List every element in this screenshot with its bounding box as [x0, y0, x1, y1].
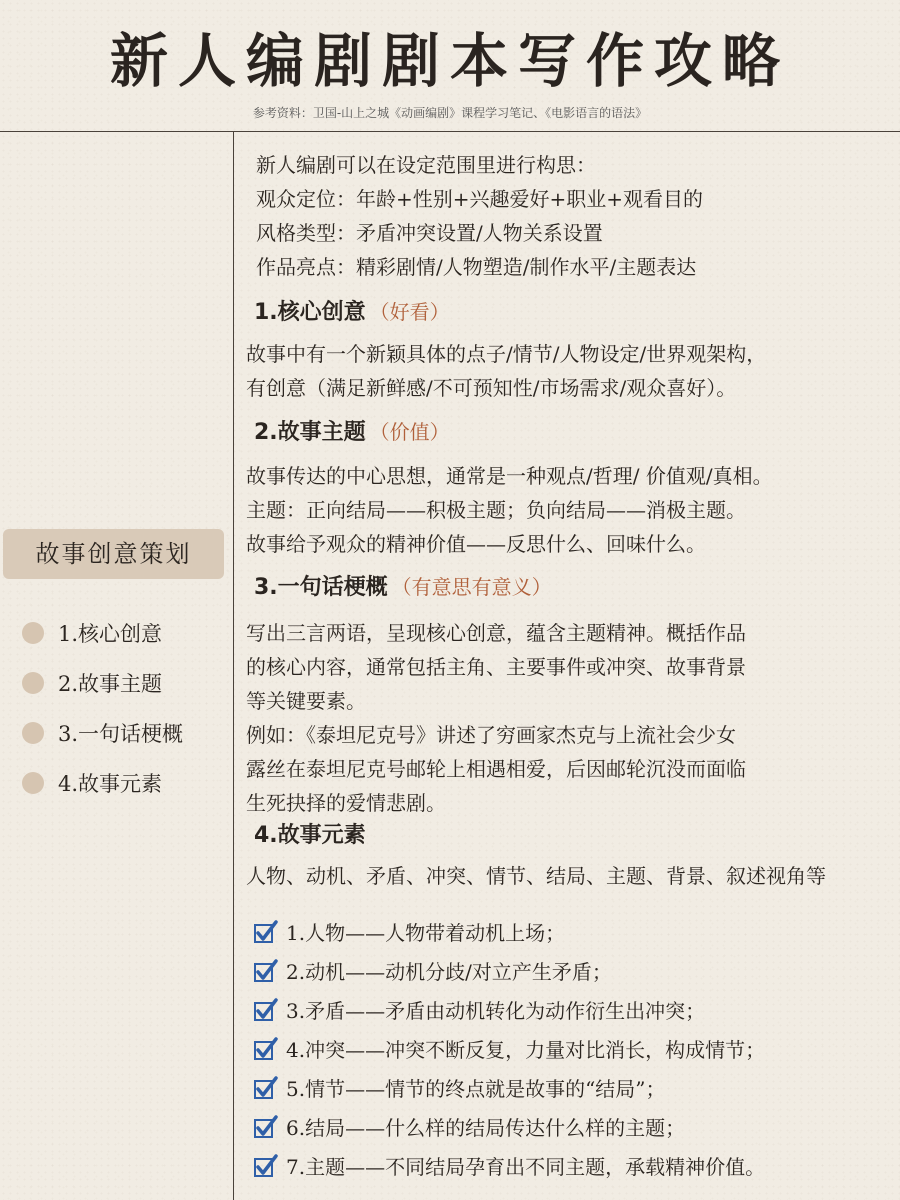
- checkbox-checked-icon: [254, 1115, 278, 1139]
- header-divider: [0, 131, 900, 132]
- checklist-item: [254, 912, 765, 951]
- bullet-dot-icon: [22, 622, 44, 644]
- checklist-label: 4.冲突——冲突不断反复，力量对比消长，构成情节；: [286, 1038, 766, 1062]
- section-heading-note: （有意思有意义）: [391, 575, 552, 599]
- checklist-label: 3.矛盾——矛盾由动机转化为动作衍生出冲突；: [286, 999, 706, 1023]
- checklist-label: 2.动机——动机分歧/对立产生矛盾；: [286, 960, 612, 984]
- body-line: 的核心内容，通常包括主角、主要事件或冲突、故事背景: [246, 655, 746, 679]
- section-heading-text: 2.故事主题: [254, 420, 366, 445]
- body-line: 等关键要素。: [246, 689, 366, 713]
- checklist-item: [254, 1107, 765, 1146]
- body-line: 主题：正向结局——积极主题；负向结局——消极主题。: [246, 498, 746, 522]
- sidebar-item-logline: [22, 708, 183, 758]
- sidebar-list: [22, 608, 183, 808]
- intro-line: 风格类型：矛盾冲突设置/人物关系设置: [256, 221, 603, 245]
- intro-line: 作品亮点：精彩剧情/人物塑造/制作水平/主题表达: [256, 255, 697, 279]
- sidebar-title-box: 故事创意策划: [3, 529, 224, 579]
- sidebar-item-elements: [22, 758, 183, 808]
- sidebar-item-label: 2.故事主题: [58, 672, 163, 696]
- checklist-item: [254, 1146, 765, 1185]
- sidebar-item-label: 1.核心创意: [58, 622, 163, 646]
- checklist-item: [254, 951, 765, 990]
- section-heading-text: 1.核心创意: [254, 300, 366, 325]
- sidebar-item-core-idea: [22, 608, 183, 658]
- checklist-item: [254, 990, 765, 1029]
- page-title: 新人编剧剧本写作攻略: [109, 27, 790, 95]
- checklist-label: 1.人物——人物带着动机上场；: [286, 921, 566, 945]
- checklist-item: [254, 1068, 765, 1107]
- sidebar-item-label: 3.一句话梗概: [58, 722, 184, 746]
- section-heading-note: （好看）: [369, 300, 450, 324]
- section-heading-note: （价值）: [369, 420, 450, 444]
- body-line: 有创意（满足新鲜感/不可预知性/市场需求/观众喜好）。: [246, 376, 737, 400]
- checklist-label: 7.主题——不同结局孕育出不同主题，承载精神价值。: [286, 1155, 766, 1179]
- checkbox-checked-icon: [254, 1154, 278, 1178]
- checkbox-checked-icon: [254, 1076, 278, 1100]
- body-line: 例如：《泰坦尼克号》讲述了穷画家杰克与上流社会少女: [246, 723, 736, 747]
- section-body-theme: [246, 459, 773, 561]
- section-body-logline: [246, 616, 746, 820]
- bullet-dot-icon: [22, 722, 44, 744]
- body-line: 生死抉择的爱情悲剧。: [246, 791, 446, 815]
- bullet-dot-icon: [22, 672, 44, 694]
- body-line: 写出三言两语，呈现核心创意，蕴含主题精神。概括作品: [246, 621, 746, 645]
- section-heading-elements: [254, 818, 366, 849]
- section-heading-text: 4.故事元素: [254, 823, 366, 848]
- column-divider: [233, 131, 234, 1200]
- body-line: 故事给予观众的精神价值——反思什么、回味什么。: [246, 532, 706, 556]
- checklist-label: 6.结局——什么样的结局传达什么样的主题；: [286, 1116, 686, 1140]
- body-line: 故事中有一个新颖具体的点子/情节/人物设定/世界观架构，: [246, 342, 767, 366]
- reference-line: 参考资料：卫国-山上之城《动画编剧》课程学习笔记、《电影语言的语法》: [252, 106, 648, 120]
- section-heading-theme: [254, 415, 450, 446]
- section-heading-core-idea: [254, 295, 450, 326]
- body-line: 故事传达的中心思想，通常是一种观点/哲理/ 价值观/真相。: [246, 464, 773, 488]
- intro-block: [256, 148, 703, 284]
- intro-line: 新人编剧可以在设定范围里进行构思：: [256, 153, 596, 177]
- checkbox-checked-icon: [254, 959, 278, 983]
- body-line: 露丝在泰坦尼克号邮轮上相遇相爱，后因邮轮沉没而面临: [246, 757, 746, 781]
- element-checklist: [254, 912, 765, 1185]
- sidebar-item-label: 4.故事元素: [58, 772, 163, 796]
- checkbox-checked-icon: [254, 998, 278, 1022]
- intro-line: 观众定位：年龄+性别+兴趣爱好+职业+观看目的: [256, 187, 704, 211]
- sidebar-item-theme: [22, 658, 183, 708]
- section-heading-logline: [254, 570, 552, 601]
- checklist-label: 5.情节——情节的终点就是故事的“结局”；: [286, 1077, 666, 1101]
- elements-line: 人物、动机、矛盾、冲突、情节、结局、主题、背景、叙述视角等: [246, 864, 826, 888]
- checkbox-checked-icon: [254, 1037, 278, 1061]
- bullet-dot-icon: [22, 772, 44, 794]
- checklist-item: [254, 1029, 765, 1068]
- checkbox-checked-icon: [254, 920, 278, 944]
- section-body-core-idea: [246, 337, 766, 405]
- section-heading-text: 3.一句话梗概: [254, 575, 388, 600]
